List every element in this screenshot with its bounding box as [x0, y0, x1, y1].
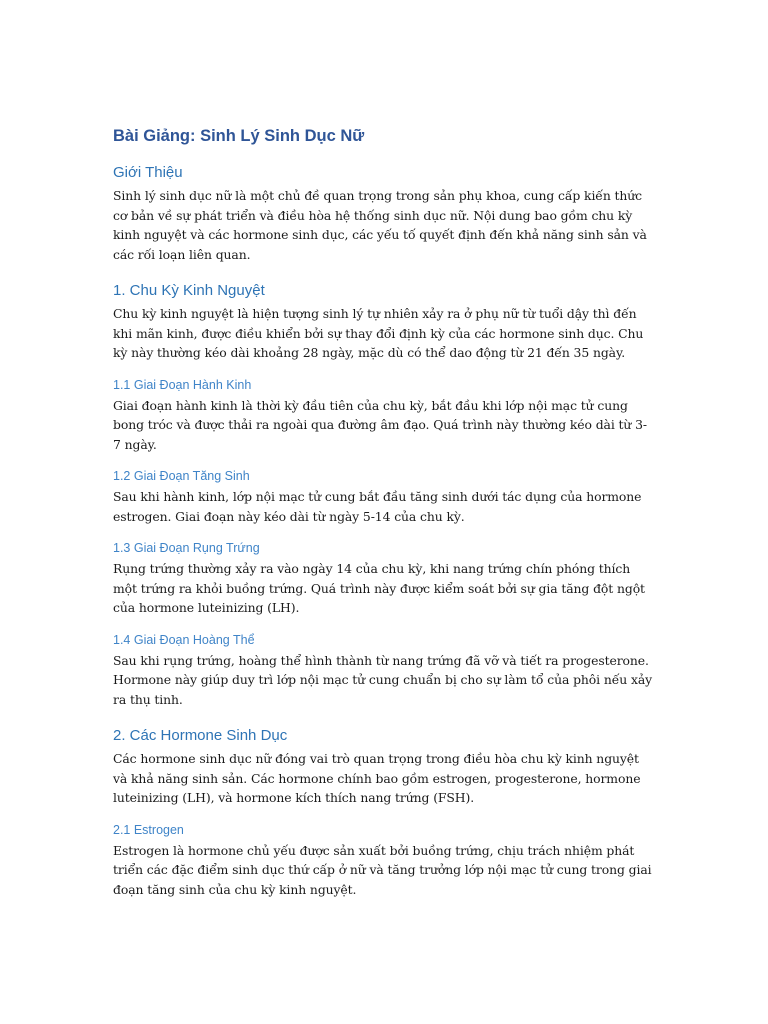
subsection-1-3-heading: 1.3 Giai Đoạn Rụng Trứng [113, 541, 260, 555]
subsection-1-4-paragraph: Sau khi rụng trứng, hoàng thể hình thành từ nang trứng đã vỡ và tiết ra progesterone. Hormone này giúp duy trì lớp nội mạc tử cung chuẩn bị cho sự làm tổ của phôi nếu xảy ra thụ tinh. [113, 652, 653, 707]
intro-section [113, 163, 653, 264]
subsection-1-1-heading: 1.1 Giai Đoạn Hành Kinh [113, 377, 252, 392]
section-1-heading: 1. Chu Kỳ Kinh Nguyệt [113, 282, 265, 299]
section-1-paragraph: Chu kỳ kinh nguyệt là hiện tượng sinh lý tự nhiên xảy ra ở phụ nữ từ tuổi dậy thì đến khi mãn kinh, được điều khiển bởi sự thay đổi định kỳ của các hormone sinh dục. Chu kỳ này thường kéo dài khoảng 28 ngày, mặc dù có thể dao động từ 21 đến 35 ngày. [113, 306, 644, 360]
subsection-1-4-heading: 1.4 Giai Đoạn Hoàng Thể [113, 632, 255, 647]
section-2-paragraph: Các hormone sinh dục nữ đóng vai trò quan trọng trong điều hòa chu kỳ kinh nguyệt và khả năng sinh sản. Các hormone chính bao gồm estrogen, progesterone, hormone luteinizing (LH), và hormone kích thích nang trứng (FSH). [113, 751, 641, 805]
intro-heading: Giới Thiệu [113, 164, 183, 181]
subsection-2-1-heading: 2.1 Estrogen [113, 822, 184, 837]
section-2-heading: 2. Các Hormone Sinh Dục [113, 727, 288, 744]
subsection-1-2-heading: 1.2 Giai Đoạn Tăng Sinh [113, 469, 250, 483]
section-1 [113, 281, 653, 709]
subsection-1-3-paragraph: Rụng trứng thường xảy ra vào ngày 14 của chu kỳ, khi nang trứng chín phóng thích một trứng ra khỏi buồng trứng. Quá trình này được kiểm soát bởi sự gia tăng đột ngột của hormone luteinizing (LH). [113, 561, 645, 615]
document-page [113, 125, 653, 899]
subsection-1-1-paragraph: Giai đoạn hành kinh là thời kỳ đầu tiên của chu kỳ, bắt đầu khi lớp nội mạc tử cung bong tróc và được thải ra ngoài qua đường âm đạo. Quá trình này thường kéo dài từ 3-7 ngày. [113, 397, 647, 452]
document-title: Bài Giảng: Sinh Lý Sinh Dục Nữ [113, 127, 365, 145]
subsection-2-1-paragraph: Estrogen là hormone chủ yếu được sản xuất bởi buồng trứng, chịu trách nhiệm phát triển các đặc điểm sinh dục thứ cấp ở nữ và tăng trưởng lớp nội mạc tử cung trong giai đoạn tăng sinh của chu kỳ kinh nguyệt. [113, 842, 652, 897]
section-2 [113, 726, 653, 899]
subsection-1-2-paragraph: Sau khi hành kinh, lớp nội mạc tử cung bắt đầu tăng sinh dưới tác dụng của hormone estrogen. Giai đoạn này kéo dài từ ngày 5-14 của chu kỳ. [113, 489, 642, 524]
intro-paragraph: Sinh lý sinh dục nữ là một chủ đề quan trọng trong sản phụ khoa, cung cấp kiến thức cơ bản về sự phát triển và điều hòa hệ thống sinh dục nữ. Nội dung bao gồm chu kỳ kinh nguyệt và các hormone sinh dục, các yếu tố quyết định đến khả năng sinh sản và các rối loạn liên quan. [113, 188, 647, 262]
